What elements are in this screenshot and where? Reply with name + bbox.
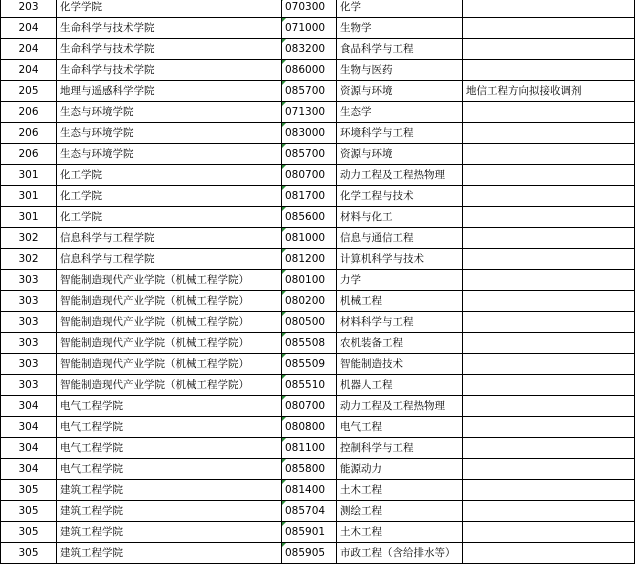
college-code-cell[interactable]: 303 [1,333,57,354]
major-name-cell[interactable]: 农机装备工程 [337,333,463,354]
remark-cell[interactable] [463,438,635,459]
college-name-cell[interactable]: 建筑工程学院 [57,543,282,564]
table-row [1,0,635,18]
remark-cell[interactable] [463,312,635,333]
table-row [1,417,635,438]
major-code-cell[interactable]: 070300 [282,0,337,18]
college-name-cell[interactable]: 生命科学与技术学院 [57,39,282,60]
college-name-cell[interactable]: 智能制造现代产业学院（机械工程学院） [57,270,282,291]
table-row [1,123,635,144]
college-name-cell[interactable]: 信息科学与工程学院 [57,228,282,249]
major-code-cell[interactable]: 085509 [282,354,337,375]
college-name-cell[interactable]: 化工学院 [57,165,282,186]
major-code-cell[interactable]: 085800 [282,459,337,480]
table-row [1,60,635,81]
table-row [1,249,635,270]
major-name-cell[interactable]: 信息与通信工程 [337,228,463,249]
remark-cell[interactable] [463,333,635,354]
college-code-cell[interactable]: 205 [1,81,57,102]
college-code-cell[interactable]: 304 [1,438,57,459]
major-name-cell[interactable]: 土木工程 [337,480,463,501]
college-name-cell[interactable]: 生态与环境学院 [57,123,282,144]
remark-cell[interactable] [463,60,635,81]
remark-cell[interactable] [463,354,635,375]
table-row [1,144,635,165]
major-name-cell[interactable]: 环境科学与工程 [337,123,463,144]
major-name-cell[interactable]: 动力工程及工程热物理 [337,396,463,417]
major-code-cell[interactable]: 080800 [282,417,337,438]
major-code-cell[interactable]: 085510 [282,375,337,396]
college-code-cell[interactable]: 303 [1,312,57,333]
college-code-cell[interactable]: 301 [1,207,57,228]
remark-cell[interactable] [463,123,635,144]
college-name-cell[interactable]: 智能制造现代产业学院（机械工程学院） [57,291,282,312]
table-row [1,165,635,186]
major-code-cell[interactable]: 085905 [282,543,337,564]
major-name-cell[interactable]: 生物学 [337,18,463,39]
major-name-cell[interactable]: 机械工程 [337,291,463,312]
table-row [1,228,635,249]
college-name-cell[interactable]: 生态与环境学院 [57,144,282,165]
major-name-cell[interactable]: 生物与医药 [337,60,463,81]
college-name-cell[interactable]: 地理与遥感科学学院 [57,81,282,102]
college-code-cell[interactable]: 206 [1,123,57,144]
college-code-cell[interactable]: 203 [1,0,57,18]
major-code-cell[interactable]: 085600 [282,207,337,228]
college-name-cell[interactable]: 电气工程学院 [57,459,282,480]
major-name-cell[interactable]: 市政工程（含给排水等） [337,543,463,564]
major-name-cell[interactable]: 材料科学与工程 [337,312,463,333]
table-row [1,291,635,312]
college-name-cell[interactable]: 化工学院 [57,186,282,207]
major-code-cell[interactable]: 085700 [282,144,337,165]
major-code-cell[interactable]: 080700 [282,165,337,186]
college-name-cell[interactable]: 信息科学与工程学院 [57,249,282,270]
major-code-cell[interactable]: 081100 [282,438,337,459]
college-name-cell[interactable]: 智能制造现代产业学院（机械工程学院） [57,375,282,396]
college-code-cell[interactable]: 302 [1,228,57,249]
major-code-cell[interactable]: 071300 [282,102,337,123]
major-name-cell[interactable]: 动力工程及工程热物理 [337,165,463,186]
table-row [1,333,635,354]
college-code-cell[interactable]: 303 [1,291,57,312]
remark-cell[interactable] [463,501,635,522]
remark-cell[interactable] [463,522,635,543]
table-row [1,438,635,459]
table-row [1,501,635,522]
major-code-cell[interactable]: 086000 [282,60,337,81]
table-row [1,81,635,102]
college-name-cell[interactable]: 生命科学与技术学院 [57,18,282,39]
major-code-cell[interactable]: 085508 [282,333,337,354]
remark-cell[interactable] [463,144,635,165]
college-code-cell[interactable]: 301 [1,186,57,207]
major-code-cell[interactable]: 081700 [282,186,337,207]
table-row [1,396,635,417]
remark-cell[interactable] [463,0,635,18]
remark-cell[interactable]: 地信工程方向拟接收调剂 [463,81,635,102]
major-code-cell[interactable]: 085700 [282,81,337,102]
table-row [1,543,635,564]
college-code-cell[interactable]: 305 [1,501,57,522]
college-name-cell[interactable]: 建筑工程学院 [57,501,282,522]
college-code-cell[interactable]: 303 [1,375,57,396]
remark-cell[interactable] [463,270,635,291]
college-code-cell[interactable]: 303 [1,270,57,291]
college-code-cell[interactable]: 204 [1,18,57,39]
table-row [1,102,635,123]
remark-cell[interactable] [463,18,635,39]
table-row [1,186,635,207]
table-row [1,207,635,228]
remark-cell[interactable] [463,249,635,270]
remark-cell[interactable] [463,291,635,312]
major-name-cell[interactable]: 机器人工程 [337,375,463,396]
college-name-cell[interactable]: 化学学院 [57,0,282,18]
college-code-cell[interactable]: 204 [1,60,57,81]
table-row [1,18,635,39]
table-body [1,0,635,564]
table-row [1,354,635,375]
college-name-cell[interactable]: 智能制造现代产业学院（机械工程学院） [57,312,282,333]
remark-cell[interactable] [463,459,635,480]
major-name-cell[interactable]: 控制科学与工程 [337,438,463,459]
remark-cell[interactable] [463,102,635,123]
college-name-cell[interactable]: 智能制造现代产业学院（机械工程学院） [57,333,282,354]
remark-cell[interactable] [463,39,635,60]
major-name-cell[interactable]: 土木工程 [337,522,463,543]
college-code-cell[interactable]: 206 [1,144,57,165]
major-code-cell[interactable]: 081000 [282,228,337,249]
table-row [1,312,635,333]
table-row [1,39,635,60]
major-name-cell[interactable]: 力学 [337,270,463,291]
remark-cell[interactable] [463,543,635,564]
table-row [1,270,635,291]
remark-cell[interactable] [463,417,635,438]
major-name-cell[interactable]: 资源与环境 [337,144,463,165]
remark-cell[interactable] [463,207,635,228]
college-code-cell[interactable]: 302 [1,249,57,270]
college-name-cell[interactable]: 建筑工程学院 [57,480,282,501]
table-row [1,480,635,501]
college-name-cell[interactable]: 化工学院 [57,207,282,228]
major-code-cell[interactable]: 081400 [282,480,337,501]
major-code-cell[interactable]: 085901 [282,522,337,543]
major-name-cell[interactable]: 生态学 [337,102,463,123]
college-code-cell[interactable]: 204 [1,39,57,60]
college-code-cell[interactable]: 304 [1,396,57,417]
major-name-cell[interactable]: 化学 [337,0,463,18]
major-code-cell[interactable]: 083000 [282,123,337,144]
major-name-cell[interactable]: 测绘工程 [337,501,463,522]
remark-cell[interactable] [463,375,635,396]
table-row [1,522,635,543]
major-code-cell[interactable]: 071000 [282,18,337,39]
major-code-cell[interactable]: 085704 [282,501,337,522]
college-code-cell[interactable]: 305 [1,522,57,543]
college-name-cell[interactable]: 生态与环境学院 [57,102,282,123]
major-code-cell[interactable]: 080200 [282,291,337,312]
college-name-cell[interactable]: 智能制造现代产业学院（机械工程学院） [57,354,282,375]
major-name-cell[interactable]: 资源与环境 [337,81,463,102]
remark-cell[interactable] [463,396,635,417]
remark-cell[interactable] [463,186,635,207]
remark-cell[interactable] [463,480,635,501]
college-name-cell[interactable]: 电气工程学院 [57,396,282,417]
college-name-cell[interactable]: 电气工程学院 [57,438,282,459]
college-code-cell[interactable]: 305 [1,480,57,501]
college-name-cell[interactable]: 建筑工程学院 [57,522,282,543]
major-name-cell[interactable]: 材料与化工 [337,207,463,228]
college-code-cell[interactable]: 303 [1,354,57,375]
major-name-cell[interactable]: 电气工程 [337,417,463,438]
college-name-cell[interactable]: 电气工程学院 [57,417,282,438]
major-code-cell[interactable]: 083200 [282,39,337,60]
college-code-cell[interactable]: 301 [1,165,57,186]
college-code-cell[interactable]: 206 [1,102,57,123]
remark-cell[interactable] [463,228,635,249]
major-code-cell[interactable]: 080500 [282,312,337,333]
table-row [1,375,635,396]
major-code-cell[interactable]: 081200 [282,249,337,270]
major-name-cell[interactable]: 食品科学与工程 [337,39,463,60]
college-name-cell[interactable]: 生命科学与技术学院 [57,60,282,81]
major-name-cell[interactable]: 化学工程与技术 [337,186,463,207]
major-name-cell[interactable]: 能源动力 [337,459,463,480]
college-code-cell[interactable]: 304 [1,459,57,480]
remark-cell[interactable] [463,165,635,186]
college-code-cell[interactable]: 304 [1,417,57,438]
major-code-cell[interactable]: 080700 [282,396,337,417]
table-row [1,459,635,480]
major-code-cell[interactable]: 080100 [282,270,337,291]
college-code-cell[interactable]: 305 [1,543,57,564]
major-name-cell[interactable]: 计算机科学与技术 [337,249,463,270]
major-name-cell[interactable]: 智能制造技术 [337,354,463,375]
